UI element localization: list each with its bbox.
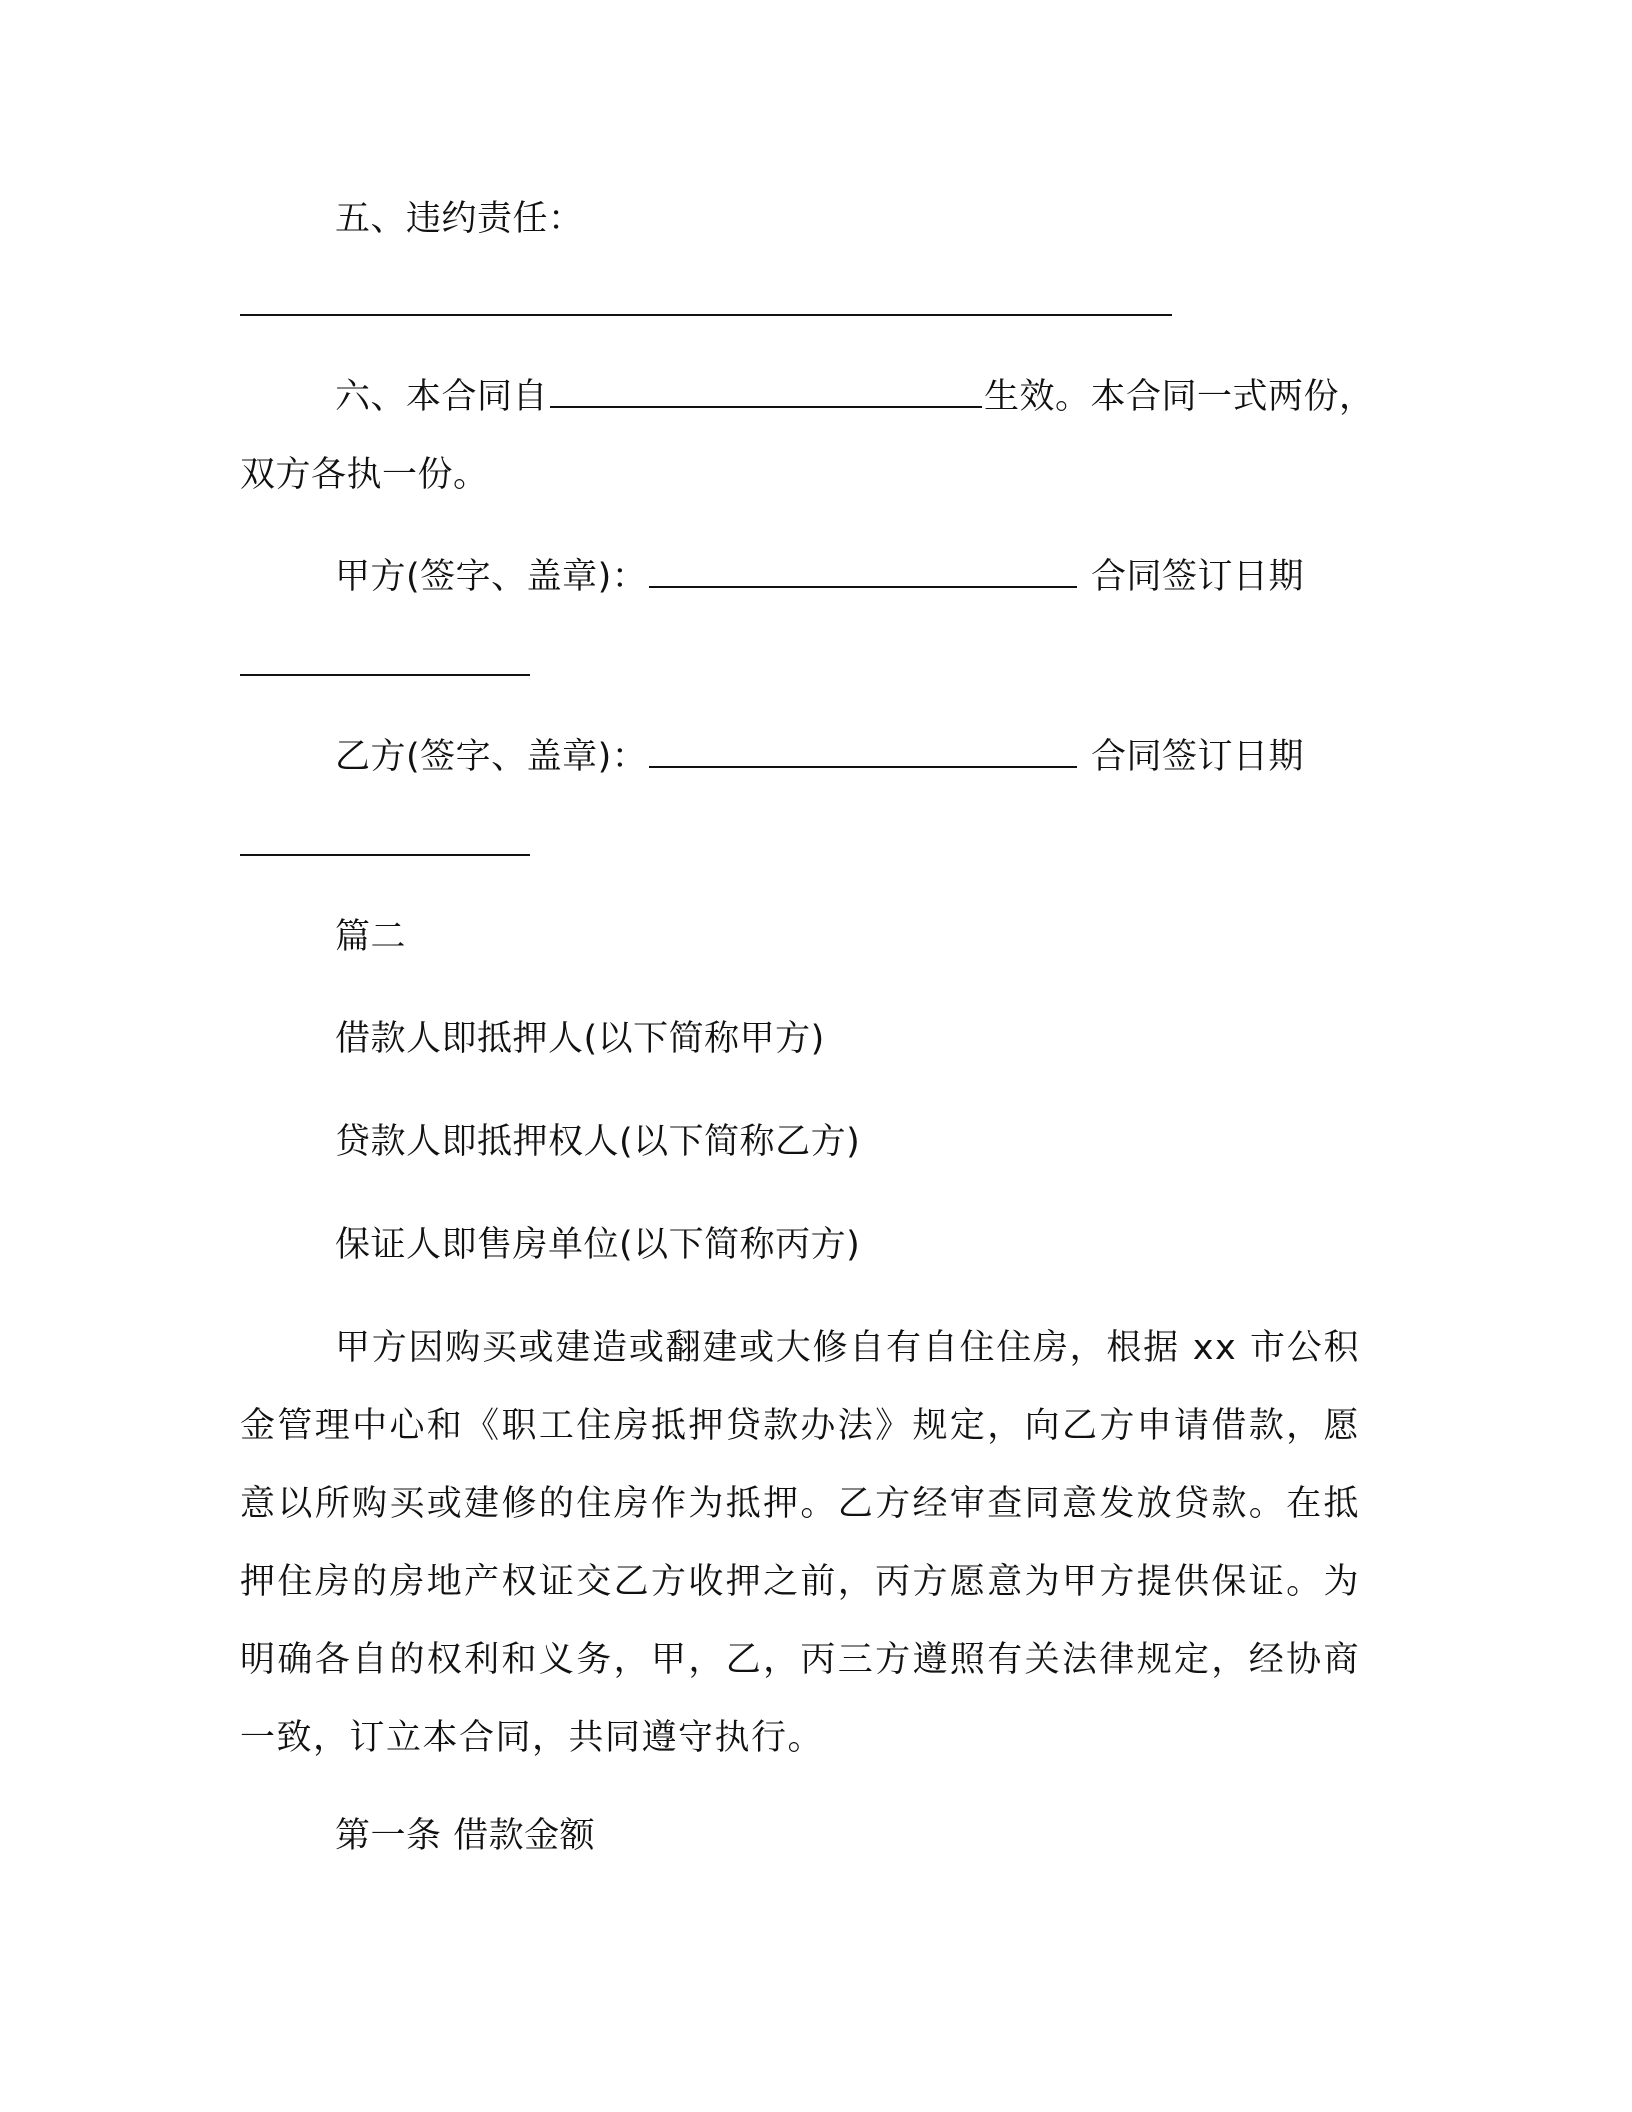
party-a-date-label: 合同签订日期 [1090, 557, 1304, 597]
effective-date-blank [550, 372, 982, 408]
party-b-date-label: 合同签订日期 [1090, 737, 1304, 777]
party-a-signature-line [335, 538, 1304, 616]
preamble-paragraph: 甲方因购买或建造或翻建或大修自有自住住房，根据 xx 市公积金管理中心和《职工住房抵押贷款办法》规定，向乙方申请借款，愿意以所购买或建修的住房作为抵押。乙方经审查同意发放贷款。在抵押住房的房地产权证交乙方收押之前，丙方愿意为甲方提供保证。为明确各自的权利和义务，甲，乙，丙三方遵照有关法律规定，经协商一致，订立本合同，共同遵守执行。 [240, 1328, 1360, 1758]
section-6-line-2: 双方各执一份。 [240, 455, 489, 495]
party-a-label: 甲方(签字、盖章)： [335, 557, 648, 597]
guarantor-line: 保证人即售房单位(以下简称丙方) [335, 1225, 861, 1265]
borrower-line: 借款人即抵押人(以下简称甲方) [335, 1019, 825, 1059]
party-b-signature-line [335, 718, 1304, 796]
section-6-line-1 [335, 358, 1375, 436]
party-a-date-blank [240, 674, 530, 676]
section-6-suffix: 生效。本合同一式两份， [984, 377, 1375, 417]
lender-line: 贷款人即抵押权人(以下简称乙方) [335, 1122, 861, 1162]
section-6-prefix: 六、本合同自 [335, 377, 549, 417]
section-5-heading: 五、违约责任： [335, 199, 584, 239]
part-2-title: 篇二 [335, 917, 407, 957]
article-1-title: 第一条 借款金额 [335, 1816, 596, 1856]
party-b-signature-blank [649, 732, 1077, 768]
party-a-signature-blank [649, 552, 1077, 588]
section-5-blank-line [240, 314, 1172, 316]
party-b-label: 乙方(签字、盖章)： [335, 737, 648, 777]
party-b-date-blank [240, 854, 530, 856]
